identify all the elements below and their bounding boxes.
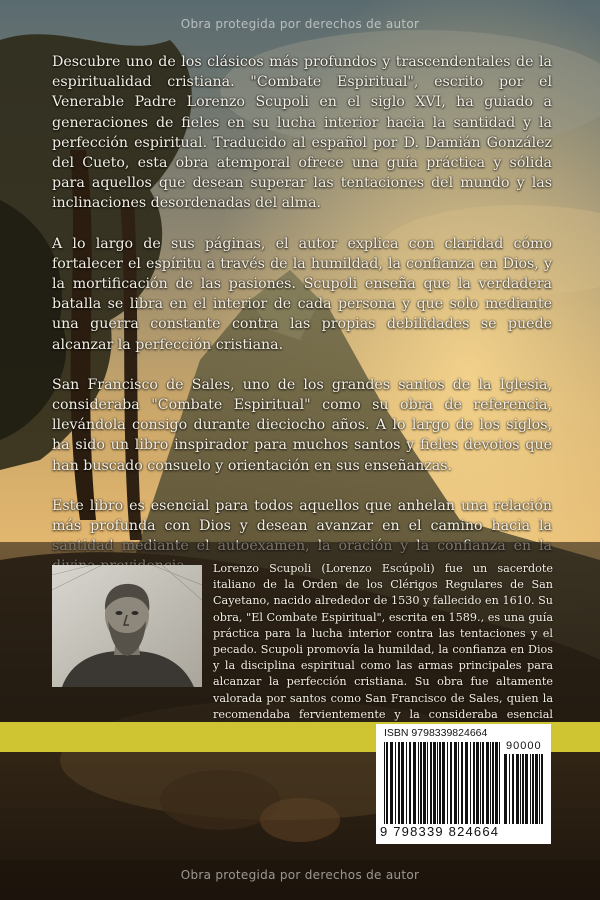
blurb-paragraph: A lo largo de sus páginas, el autor explica con claridad cómo fortalecer el espíritu a través de la humildad, la confianza en Dios, y la mortificación de las pasiones. Scupoli enseña que la verdadera batalla se libra en el interior de cada persona y que solo mediante una guerra constante contra las propias debilidades se puede alcanzar la perfección cristiana. <box>52 235 552 353</box>
barcode-addon-number: 90000 <box>506 740 542 752</box>
blurb-paragraph: Descubre uno de los clásicos más profundos y trascendentales de la espiritualidad cristiana. "Combate Espiritual", escrito por el Venerable Padre Lorenzo Scupoli en el siglo XVI, ha guiado a generaciones de fieles en su lucha interior hacia la santidad y la perfección espiritual. Traducido al español por D. Damián González del Cueto, esta obra atemporal ofrece una guía práctica y sólida para aquellos que desean superar las tentaciones del mundo y las inclinaciones desordenadas del alma. <box>52 54 552 212</box>
back-cover-blurb <box>52 52 552 597</box>
barcode-bars <box>384 742 500 824</box>
copyright-watermark-bottom: Obra protegida por derechos de autor <box>180 868 420 882</box>
isbn-label: ISBN 9798339824664 <box>384 727 488 739</box>
blurb-paragraph: Este libro es esencial para todos aquellos que anhelan una relación más profunda con Dios y desean avanzar en el camino hacia la <box>52 497 552 535</box>
isbn-barcode <box>376 724 551 844</box>
blurb-paragraph: San Francisco de Sales, uno de los grandes santos de la Iglesia, consideraba "Combate Espiritual" como su obra de referencia, llevándola consigo durante dieciocho años. A lo largo de los siglos, ha sido un libro inspirador para muchos santos y fieles devotos que han buscado consuelo y orientación en sus enseñanzas. <box>52 376 552 474</box>
author-biography: Lorenzo Scupoli (Lorenzo Escúpoli) fue un sacerdote italiano de la Orden de los Clérigos Regulares de San Cayetano, nacido alrededor de 1530 y fallecido en 1610. Su obra, "El Combate Espiritual", escrita en 1589., es una guía práctica para la lucha interior contra las tentaciones y el pecado. Scupoli promovía la humildad, la confianza en Dios y la disciplina espiritual como las armas principales para alcanzar la perfección cristiana. Su obra fue altamente valorada por santos como San Francisco de Sales, quien la recomendaba fervientemente y la consideraba esencial <box>213 562 553 721</box>
copyright-watermark-top: Obra protegida por derechos de autor <box>180 17 420 31</box>
barcode-addon-bars <box>504 754 544 824</box>
barcode-digits: 9 798339 824664 <box>380 824 500 839</box>
author-portrait <box>52 565 202 687</box>
